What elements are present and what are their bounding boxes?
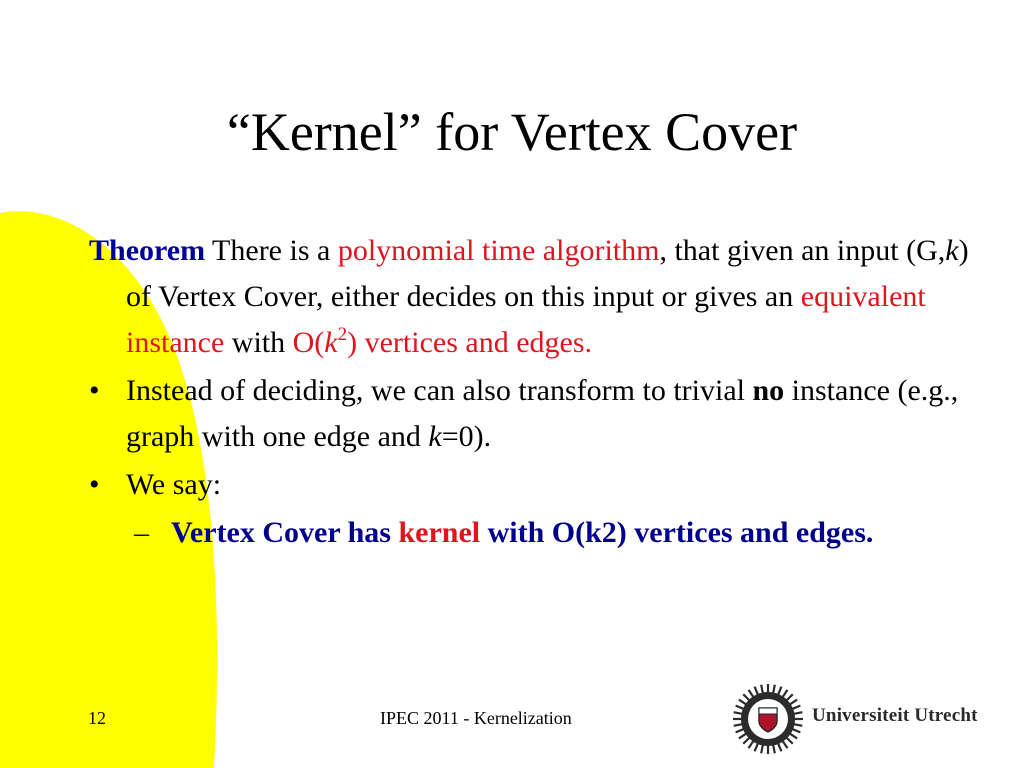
sub-bullet-text: Vertex Cover has: [171, 516, 399, 549]
theorem-text: ) of Vertex Cover, either decides on this input or gives an: [126, 234, 969, 313]
bullet-variable: k: [428, 420, 442, 453]
theorem-emphasis: O(: [292, 326, 325, 359]
theorem-paragraph: [89, 228, 969, 366]
sub-bullet-emphasis: kernel: [398, 516, 481, 549]
bullet-text: =0).: [441, 420, 492, 453]
theorem-text: There is a: [205, 234, 338, 267]
theorem-variable: k: [945, 234, 959, 267]
bullet-text: We say:: [126, 468, 222, 501]
bullet-item: [89, 368, 969, 460]
page-number: 12: [88, 708, 106, 728]
sub-bullet-marker: –: [134, 516, 149, 549]
theorem-text: , that given an input (G,: [659, 234, 946, 267]
university-name: Universiteit Utrecht: [812, 705, 978, 726]
theorem-exponent: 2: [337, 324, 348, 345]
bullet-item: [89, 462, 969, 508]
theorem-variable: k: [324, 326, 338, 359]
sun-seal-icon: [732, 683, 804, 755]
theorem-emphasis: polynomial time algorithm: [337, 234, 660, 267]
bullet-text: Instead of deciding, we can also transform to trivial: [126, 374, 753, 407]
university-logo: [732, 683, 992, 755]
bullet-marker: •: [89, 374, 100, 407]
slide-body: [89, 228, 969, 556]
bullet-text: instance (e.g., graph with one edge and: [126, 374, 959, 453]
theorem-label: Theorem: [89, 234, 206, 267]
footer-text: IPEC 2011 - Kernelization: [380, 708, 572, 728]
theorem-emphasis: ) vertices and edges.: [347, 326, 593, 359]
sub-bullet-text: with O(k2) vertices and edges.: [480, 516, 874, 549]
theorem-emphasis: equivalent instance: [126, 280, 926, 359]
sub-bullet-item: [134, 510, 969, 556]
theorem-text: with: [224, 326, 293, 359]
slide-title: “Kernel” for Vertex Cover: [226, 102, 798, 162]
bullet-emphasis: no: [752, 374, 785, 407]
bullet-marker: •: [89, 468, 100, 501]
